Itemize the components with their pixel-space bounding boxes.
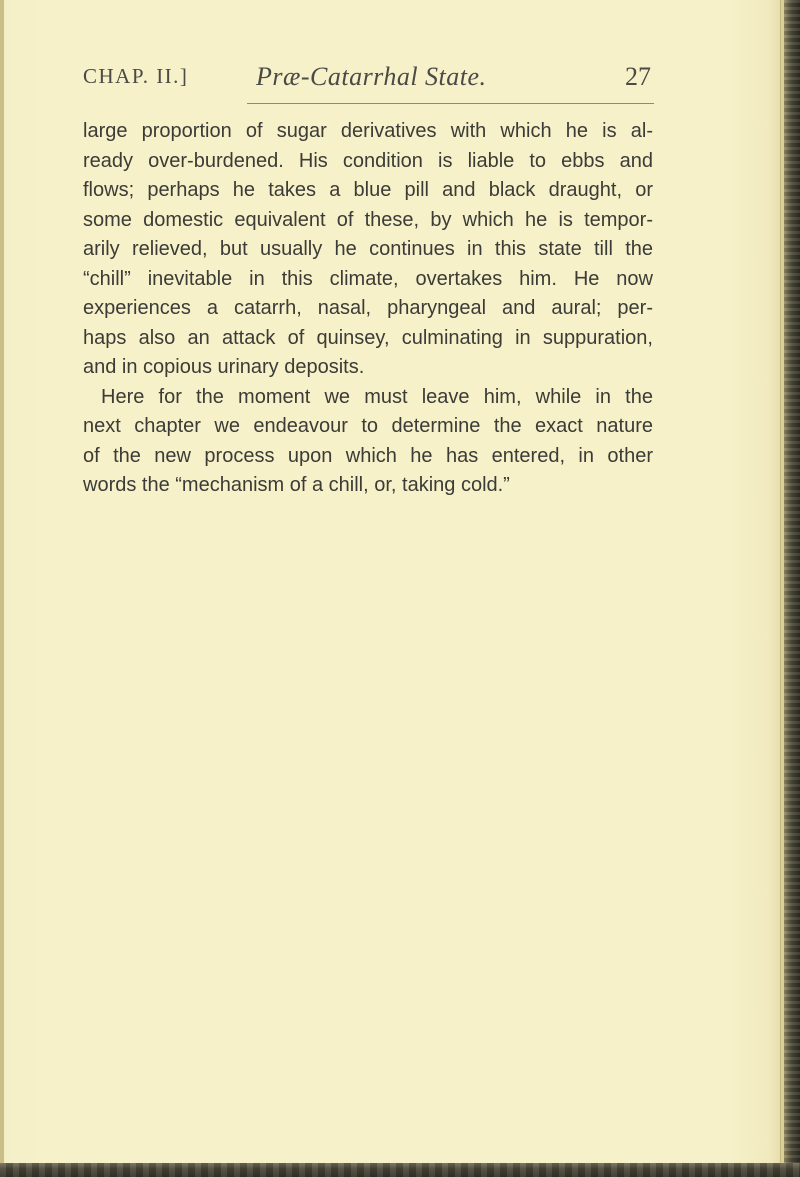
text-line: of the new process upon which he has entered, in other — [83, 444, 653, 467]
page-left-edge — [0, 0, 4, 1177]
text-line: some domestic equivalent of these, by which he is tempor- — [83, 208, 653, 231]
text-line: words the “mechanism of a chill, or, taking cold.” — [83, 474, 510, 496]
header-rule — [247, 103, 654, 104]
text-line: experiences a catarrh, nasal, pharyngeal and aural; per- — [83, 297, 653, 319]
text-line: haps also an attack of quinsey, culminating in suppuration, — [83, 326, 653, 349]
body-text — [83, 117, 653, 501]
page-number: 27 — [625, 62, 651, 91]
book-binding — [784, 0, 800, 1177]
running-title: Præ-Catarrhal State. — [256, 62, 487, 91]
text-line-paragraph-start: Here for the moment we must leave him, while in the — [101, 385, 653, 408]
book-bottom-edge — [0, 1163, 800, 1177]
text-line: arily relieved, but usually he continues in this state till the — [83, 238, 653, 260]
text-line: flows; perhaps he takes a blue pill and black draught, or — [83, 179, 653, 201]
text-line: large proportion of sugar derivatives with which he is al- — [83, 120, 653, 142]
page-header — [83, 62, 651, 98]
text-line: next chapter we endeavour to determine the exact nature — [83, 415, 653, 437]
text-line: ready over-burdened. His condition is liable to ebbs and — [83, 149, 653, 172]
text-line: and in copious urinary deposits. — [83, 356, 365, 378]
chapter-running-head: CHAP. II.] — [83, 64, 189, 88]
text-line: “chill” inevitable in this climate, overtakes him. He now — [83, 267, 653, 290]
